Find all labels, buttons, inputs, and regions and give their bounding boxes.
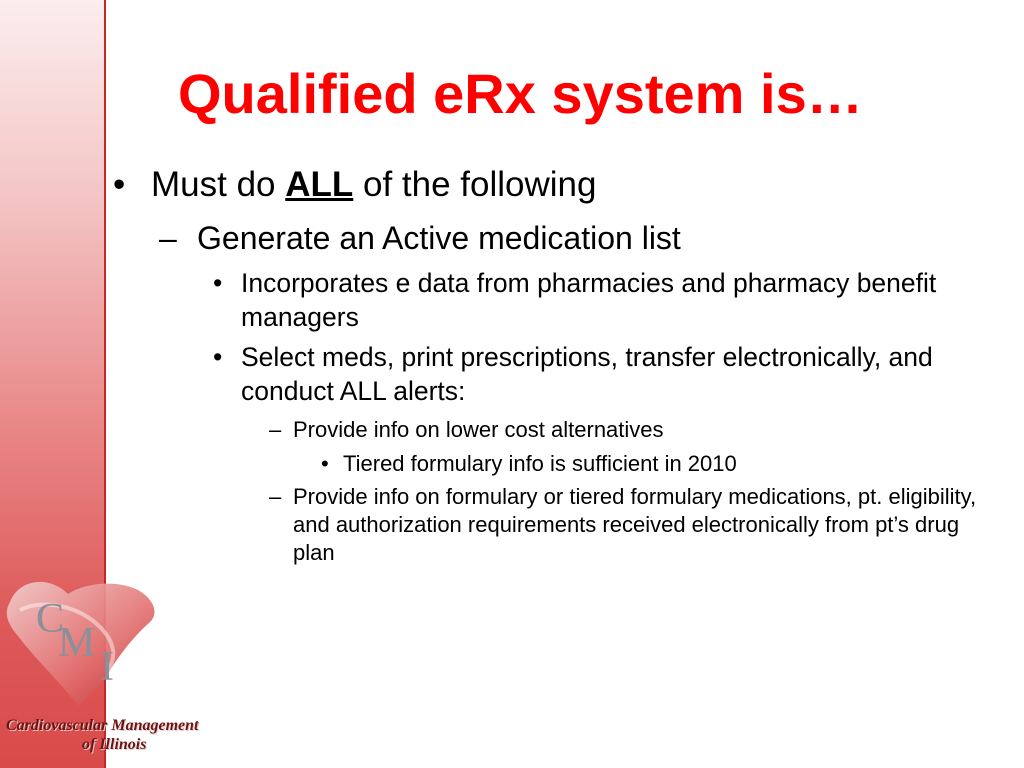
bullet-text: Must do ALL of the following (151, 165, 597, 204)
dash-icon: – (269, 417, 282, 442)
bullet-level2 (159, 218, 799, 258)
logo-name-line1: Cardiovascular Management (6, 717, 199, 734)
bullet-level4 (269, 416, 989, 444)
bullet-text: Select meds, print prescriptions, transfer electronically, and conduct ALL alerts: (241, 342, 933, 406)
logo-monogram-i: I (100, 644, 114, 690)
bullet-level4 (269, 483, 989, 567)
bullet-text: Tiered formulary info is sufficient in 2010 (343, 451, 737, 476)
dash-icon: – (159, 220, 177, 256)
bullet-level3 (213, 266, 973, 334)
bullet-dot-icon: • (321, 451, 329, 476)
bullet-dot-icon: • (213, 268, 223, 298)
bullet-text: Provide info on formulary or tiered formulary medications, pt. eligibility, and authorization requirements received electronically from pt’s drug plan (293, 484, 977, 565)
bullet-text: Generate an Active medication list (197, 220, 681, 256)
bullet-text: Provide info on lower cost alternatives (293, 417, 664, 442)
bullet-level1 (113, 164, 713, 206)
logo-monogram-m: M (58, 620, 96, 666)
bullet-level3 (213, 340, 973, 408)
logo-name-line2: of Illinois (82, 736, 147, 753)
emphasis-all: ALL (285, 165, 354, 204)
bullet-level5 (321, 450, 961, 478)
logo-monogram-c: C (36, 596, 65, 642)
bullet-dot-icon: • (113, 165, 126, 204)
bullet-dot-icon: • (213, 342, 223, 372)
slide-title: Qualified eRx system is… (178, 62, 863, 125)
bullet-text: Incorporates e data from pharmacies and pharmacy benefit managers (241, 268, 937, 332)
cmi-logo (0, 560, 240, 768)
dash-icon: – (269, 484, 282, 509)
